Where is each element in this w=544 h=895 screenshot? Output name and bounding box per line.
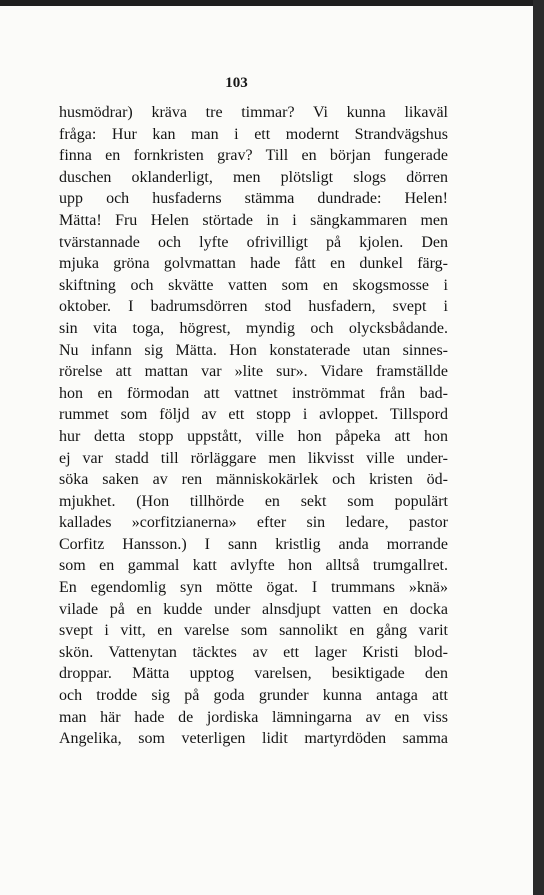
text-line: fråga: Hur kan man i ett modernt Strandvägshus <box>59 125 448 143</box>
text-line: oktober. I badrumsdörren stod husfadern, svept i <box>59 298 448 316</box>
text-line: rörelse att mattan var »lite sur». Vidare framställde <box>59 363 448 381</box>
text-line: hur detta stopp uppstått, ville hon påpeka att hon <box>59 427 448 445</box>
text-line: hon en förmodan att vattnet inströmmat från bad- <box>59 384 448 402</box>
text-line: droppar. Mätta upptog varelsen, besiktigade den <box>59 665 448 683</box>
text-line: Nu infann sig Mätta. Hon konstaterade utan sinnes- <box>59 341 448 359</box>
text-line: rummet som följd av ett stopp i avloppet. Tillspord <box>59 406 448 424</box>
text-line: ej var stadd till rörläggare men likvisst ville under- <box>59 449 448 467</box>
text-line: Mätta! Fru Helen störtade in i sängkammaren men <box>59 211 448 229</box>
text-line: finna en fornkristen grav? Till en början fungerade <box>59 147 448 165</box>
text-line: och trodde sig på goda grunder kunna antaga att <box>59 687 448 705</box>
text-line: tvärstannade och lyfte ofrivilligt på kjolen. Den <box>59 233 448 251</box>
text-line: som en gammal katt avlyfte hon alltså trumgallret. <box>59 557 448 575</box>
text-line: En egendomlig syn mötte ögat. I trummans »knä» <box>59 579 448 597</box>
text-line: skön. Vattenytan täcktes av ett lager Kristi blod- <box>59 643 448 661</box>
text-line: sin vita toga, högrest, myndig och olycksbådande. <box>59 319 448 337</box>
page-number: 103 <box>225 75 248 91</box>
text-line: söka saken av ren människokärlek och kristen öd- <box>59 471 448 489</box>
book-page <box>0 6 533 895</box>
text-line: husmödrar) kräva tre timmar? Vi kunna likaväl <box>59 104 448 121</box>
body-text <box>59 102 448 750</box>
text-line: man här hade de jordiska lämningarna av en viss <box>59 708 448 726</box>
text-line: Corfitz Hansson.) I sann kristlig anda morrande <box>59 535 448 553</box>
text-line: svept i vitt, en varelse som sannolikt en gång varit <box>59 622 448 640</box>
text-line: duschen oklanderligt, men plötsligt slogs dörren <box>59 168 448 186</box>
text-line: vilade på en kudde under alnsdjupt vatten en docka <box>59 600 448 618</box>
text-line: mjuka gröna golvmattan hade fått en dunkel färg- <box>59 255 448 273</box>
text-line: kallades »corfitzianerna» efter sin ledare, pastor <box>59 514 448 532</box>
text-line: Angelika, som veterligen lidit martyrdöden samma <box>59 730 448 748</box>
text-line: upp och husfaderns stämma dundrade: Helen! <box>59 190 448 208</box>
text-line: skiftning och skvätte vatten som en skogsmosse i <box>59 276 448 294</box>
text-line: mjukhet. (Hon tillhörde en sekt som populärt <box>59 492 448 510</box>
scan-right-edge <box>533 0 544 895</box>
